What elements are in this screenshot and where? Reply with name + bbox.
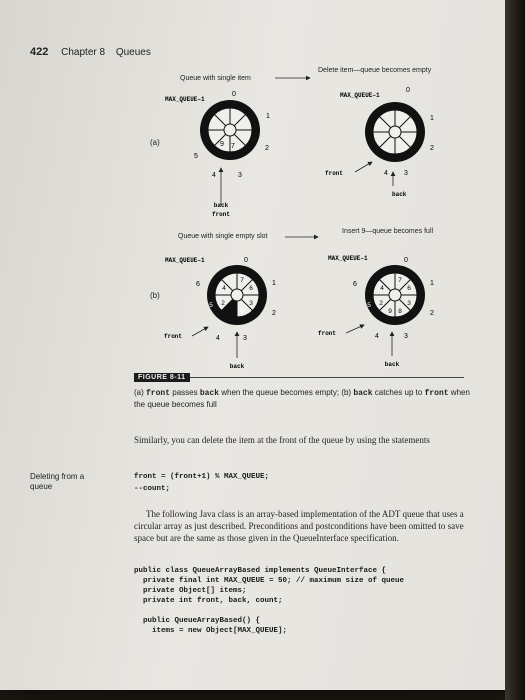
caption-text: when the queue becomes full (134, 388, 470, 409)
b-right-title: Insert 9—queue becomes full (342, 228, 434, 235)
b-right-2: 2 (430, 310, 434, 317)
b-right-item-5: 5 (367, 302, 371, 309)
b-left-6: 6 (196, 281, 200, 288)
b-right-item-4: 4 (380, 285, 384, 292)
b-right-max: MAX_QUEUE–1 (328, 255, 368, 262)
a-left-4: 4 (212, 172, 216, 179)
b-left-item-7: 7 (240, 277, 244, 284)
b-right-item-6: 6 (407, 285, 411, 292)
b-left-max: MAX_QUEUE–1 (165, 257, 205, 264)
chapter-label: Chapter 8 (61, 47, 106, 58)
figure-label: FIGURE 8-11 (134, 373, 190, 382)
b-right-back: back (384, 361, 400, 368)
a-left-0: 0 (232, 91, 236, 98)
code-statement-front: front = (front+1) % MAX_QUEUE; (134, 473, 270, 481)
chapter-title: Queues (115, 47, 151, 58)
a-right-4: 4 (384, 170, 388, 177)
a-right-3: 3 (404, 170, 408, 177)
caption-code-back: back (199, 389, 220, 398)
a-left-item-7: 7 (231, 143, 235, 150)
page-edge-shadow (505, 0, 525, 700)
b-right-front: front (318, 330, 337, 337)
b-right-4: 4 (375, 333, 379, 340)
b-left-item-3: 3 (249, 300, 253, 307)
a-right-front: front (325, 170, 344, 177)
a-right-0: 0 (406, 87, 410, 94)
b-right-item-2: 2 (379, 300, 383, 307)
b-right-6: 6 (353, 281, 357, 288)
b-left-item-5: 5 (209, 302, 213, 309)
b-left-title: Queue with single empty slot (178, 233, 268, 240)
b-left-front: front (164, 333, 183, 340)
figure-caption (134, 387, 474, 410)
a-right-wheel (365, 102, 425, 162)
part-a-label: (a) (150, 138, 160, 147)
page-number: 422 (30, 46, 49, 58)
b-right-item-8: 8 (398, 308, 402, 315)
a-left-max: MAX_QUEUE–1 (165, 96, 205, 103)
b-left-wheel (207, 265, 267, 325)
caption-text: when the queue becomes empty; (b) (219, 388, 354, 397)
caption-code-front: front (424, 389, 449, 398)
code-line: public class QueueArrayBased implements QueueInterface { (134, 567, 387, 575)
caption-code-front: front (146, 389, 171, 398)
a-left-5: 5 (194, 153, 198, 160)
b-right-3: 3 (404, 333, 408, 340)
b-left-4: 4 (216, 335, 220, 342)
code-line: private final int MAX_QUEUE = 50; // maximum size of queue (134, 577, 405, 585)
b-left-item-6: 6 (249, 285, 253, 292)
margin-note: Deleting from a queue (30, 472, 85, 491)
a-left-back: back (213, 202, 229, 209)
b-right-item-7: 7 (398, 277, 402, 284)
a-left-2: 2 (265, 145, 269, 152)
b-right-item-3: 3 (407, 300, 411, 307)
code-line: private Object[] items; (134, 587, 247, 595)
b-left-item-2: 2 (221, 300, 225, 307)
a-left-item-9: 9 (220, 141, 224, 148)
code-line: private int front, back, count; (134, 597, 283, 605)
b-left-item-8: 8 (240, 308, 244, 315)
a-left-front: front (211, 211, 231, 218)
b-left-back: back (229, 363, 245, 370)
b-right-wheel (365, 265, 425, 325)
a-left-1: 1 (266, 113, 270, 120)
paragraph-delete: Similarly, you can delete the item at the front of the queue by using the statements (134, 435, 430, 445)
code-statement-count: --count; (134, 485, 171, 493)
paragraph-java-class: The following Java class is an array-based implementation of the ADT queue that uses a circular array as just described. Preconditions and postconditions have been omitted to save space but are the same as those given in the QueueInterface specification. (134, 509, 464, 543)
b-left-1: 1 (272, 280, 276, 287)
a-right-back: back (392, 191, 407, 198)
a-left-3: 3 (238, 172, 242, 179)
b-right-0: 0 (404, 257, 408, 264)
code-line: public QueueArrayBased() { (134, 617, 261, 625)
b-left-3: 3 (243, 335, 247, 342)
a-right-2: 2 (430, 145, 434, 152)
a-right-title: Delete item—queue becomes empty (318, 67, 432, 74)
a-left-title: Queue with single item (180, 75, 251, 82)
a-right-1: 1 (430, 115, 434, 122)
a-right-max: MAX_QUEUE–1 (340, 92, 380, 99)
b-right-1: 1 (430, 280, 434, 287)
caption-part-a: (a) (134, 388, 146, 397)
b-right-item-9: 9 (388, 308, 392, 315)
a-left-wheel (200, 100, 260, 160)
b-left-0: 0 (244, 257, 248, 264)
caption-code-back: back (353, 389, 373, 398)
b-left-2: 2 (272, 310, 276, 317)
caption-text: passes (170, 388, 200, 397)
code-line: items = new Object[MAX_QUEUE]; (134, 627, 288, 635)
b-left-item-4: 4 (222, 285, 226, 292)
caption-text: catches up to (372, 388, 425, 397)
part-b-label: (b) (150, 291, 160, 300)
